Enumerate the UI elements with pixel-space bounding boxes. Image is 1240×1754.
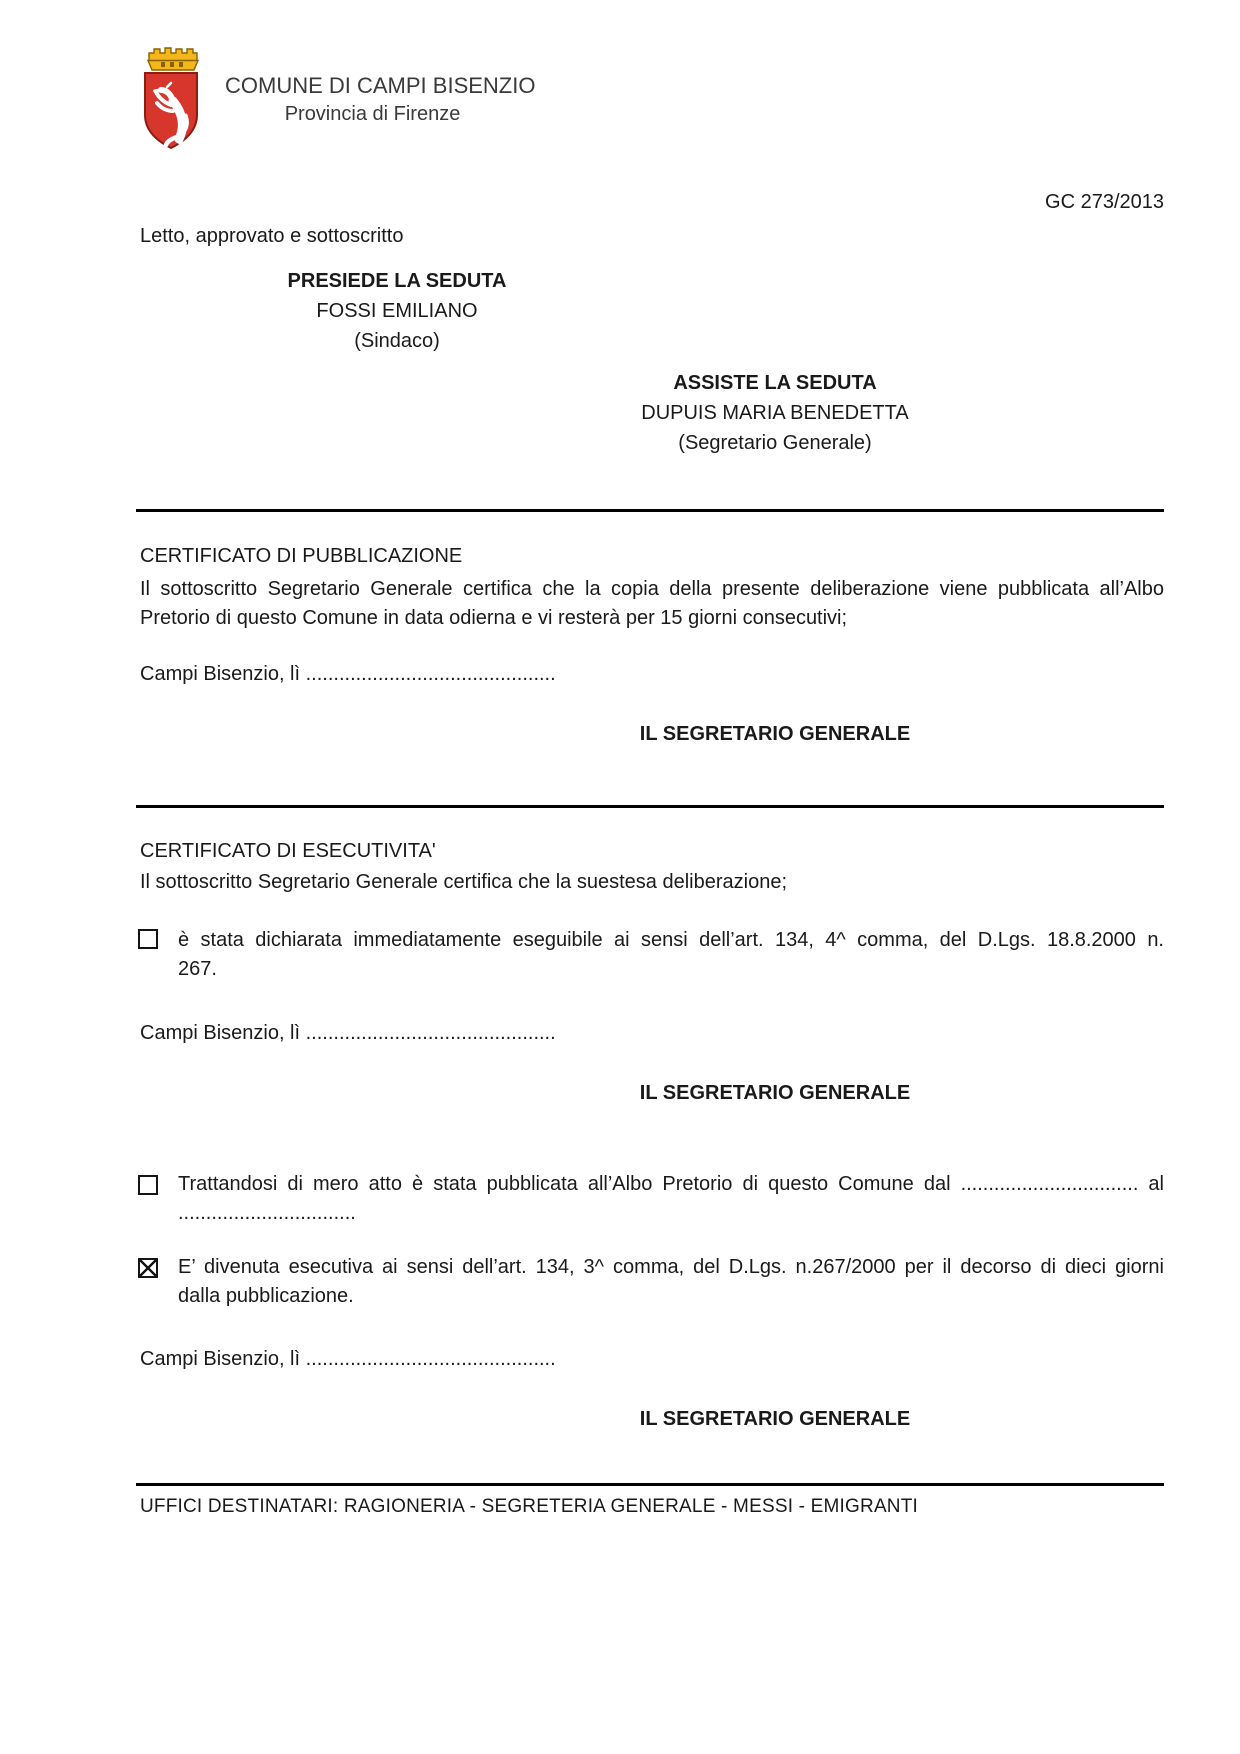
presides-heading: PRESIEDE LA SEDUTA bbox=[287, 270, 507, 292]
publication-certificate-heading: CERTIFICATO DI PUBBLICAZIONE bbox=[140, 545, 463, 567]
approval-line: Letto, approvato e sottoscritto bbox=[140, 225, 404, 247]
place-date-line: Campi Bisenzio, lì ............................................. bbox=[140, 1348, 556, 1370]
municipal-crest bbox=[139, 45, 203, 151]
option-mere-act-text bbox=[178, 1170, 1164, 1228]
president-role: (Sindaco) bbox=[354, 330, 440, 352]
executivity-intro: Il sottoscritto Segretario Generale certifica che la suestesa deliberazione; bbox=[140, 871, 788, 893]
option-line: E’ divenuta esecutiva ai sensi dell’art. 134, 3^ comma, del D.Lgs. n.267/2000 per il decorso di dieci giorni bbox=[178, 1256, 1164, 1278]
executivity-certificate-heading: CERTIFICATO DI ESECUTIVITA' bbox=[140, 840, 436, 862]
secretary-general-signature-heading: IL SEGRETARIO GENERALE bbox=[639, 1082, 911, 1104]
assists-heading: ASSISTE LA SEDUTA bbox=[673, 372, 877, 394]
option-line: dalla pubblicazione. bbox=[178, 1285, 354, 1307]
place-date-line: Campi Bisenzio, lì ............................................. bbox=[140, 1022, 556, 1044]
publication-certificate-body bbox=[140, 575, 1164, 633]
publication-body-line-1: Il sottoscritto Segretario Generale certifica che la copia della presente deliberazione viene pubblicata all’Albo bbox=[140, 578, 1164, 600]
secretary-general-signature-heading: IL SEGRETARIO GENERALE bbox=[639, 723, 911, 745]
destination-offices-line: UFFICI DESTINATARI: RAGIONERIA - SEGRETERIA GENERALE - MESSI - EMIGRANTI bbox=[140, 1496, 919, 1517]
document-reference: GC 273/2013 bbox=[1045, 191, 1164, 213]
option-became-executive-text bbox=[178, 1253, 1164, 1311]
campi-bisenzio-crest-icon bbox=[139, 45, 203, 151]
secretary-name: DUPUIS MARIA BENEDETTA bbox=[641, 402, 909, 424]
section-divider bbox=[136, 805, 1164, 808]
secretary-general-signature-heading: IL SEGRETARIO GENERALE bbox=[639, 1408, 911, 1430]
president-signature-block bbox=[136, 266, 658, 356]
option-line: 267. bbox=[178, 958, 217, 980]
option-immediate-execution-text bbox=[178, 926, 1164, 984]
place-date-line: Campi Bisenzio, lì ............................................. bbox=[140, 663, 556, 685]
section-divider bbox=[136, 1483, 1164, 1486]
municipality-name: COMUNE DI CAMPI BISENZIO bbox=[225, 73, 536, 98]
president-name: FOSSI EMILIANO bbox=[316, 300, 478, 322]
province-name: Provincia di Firenze bbox=[284, 103, 461, 125]
publication-body-line-2: Pretorio di questo Comune in data odierna e vi resterà per 15 giorni consecutivi; bbox=[140, 607, 848, 629]
option-line: Trattandosi di mero atto è stata pubblicata all’Albo Pretorio di questo Comune dal ................................ al bbox=[178, 1173, 1164, 1195]
secretary-role: (Segretario Generale) bbox=[678, 432, 872, 454]
option-line: ................................ bbox=[178, 1202, 356, 1224]
option-line: è stata dichiarata immediatamente eseguibile ai sensi dell’art. 134, 4^ comma, del D.Lgs. 18.8.2000 n. bbox=[178, 929, 1164, 951]
shield-icon bbox=[145, 73, 197, 148]
checkbox-immediate-execution[interactable] bbox=[138, 929, 158, 949]
mural-crown-icon bbox=[148, 48, 198, 70]
section-divider bbox=[136, 509, 1164, 512]
checkbox-mere-act-published[interactable] bbox=[138, 1175, 158, 1195]
checkbox-became-executive[interactable] bbox=[138, 1258, 158, 1278]
secretary-signature-block bbox=[436, 368, 1114, 458]
